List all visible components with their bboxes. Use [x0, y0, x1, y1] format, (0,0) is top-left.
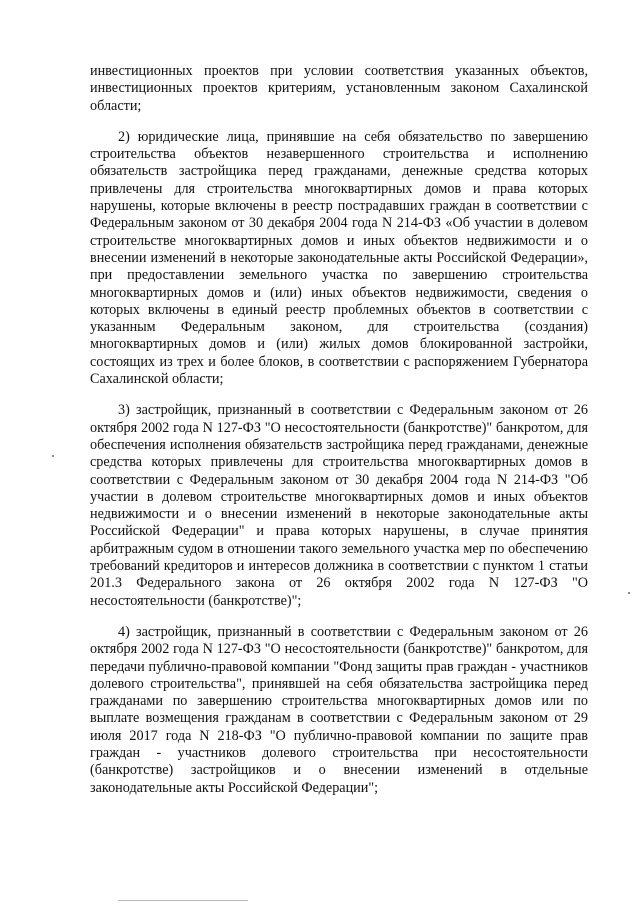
- scan-artifact-line: [118, 900, 248, 901]
- document-body: [90, 63, 588, 797]
- scan-speck: [628, 592, 630, 594]
- paragraph-item-3: 3) застройщик, признанный в соответствии с Федеральным законом от 26 октября 2002 года N 127-ФЗ "О несостоятельности (банкротстве)" банкротом, для обеспечения исполнения обязательств застройщика перед гражданами, денежные средства которых привлечены для строительства многоквартирных домов в соответствии с Федеральным законом от 30 декабря 2004 года N 214-ФЗ "Об участии в долевом строительстве многоквартирных домов и иных объектов недвижимости и о внесении изменений в некоторые законодательные акты Российской Федерации" и права которых нарушены, в случае принятия арбитражным судом в отношении такого земельного участка мер по обеспечению требований кредиторов и интересов должника в соответствии с пунктом 1 статьи 201.3 Федерального закона от 26 октября 2002 года N 127-ФЗ "О несостоятельности (банкротстве)";: [90, 402, 588, 609]
- paragraph-continuation: инвестиционных проектов при условии соответствия указанных объектов, инвестиционных проектов критериям, установленным законом Сахалинской области;: [90, 63, 588, 114]
- paragraph-item-4: 4) застройщик, признанный в соответствии с Федеральным законом от 26 октября 2002 года N 127-ФЗ "О несостоятельности (банкротстве)" банкротом, для передачи публично-правовой компании "Фонд защиты прав граждан - участников долевого строительства", принявшей на себя обязательства застройщика перед гражданами по завершению строительства многоквартирных домов или по выплате возмещения гражданам в соответствии с Федеральным законом от 29 июля 2017 года N 218-ФЗ "О публично-правовой компании по защите прав граждан - участников долевого строительства при несостоятельности (банкротстве) застройщиков и о внесении изменений в отдельные законодательные акты Российской Федерации";: [90, 623, 588, 796]
- scan-speck: [52, 455, 54, 457]
- paragraph-item-2: 2) юридические лица, принявшие на себя обязательство по завершению строительства объектов незавершенного строительства и исполнению обязательств застройщика перед гражданами, денежные средства которых привлечены для строительства многоквартирных домов и права которых нарушены, которые включены в реестр пострадавших граждан в соответствии с Федеральным законом от 30 декабря 2004 года N 214-ФЗ «Об участии в долевом строительстве многоквартирных домов и иных объектов недвижимости и о внесении изменений в некоторые законодательные акты Российской Федерации», при предоставлении земельного участка по завершению строительства многоквартирных домов и (или) иных объектов недвижимости, сведения о которых включены в единый реестр проблемных объектов в соответствии с указанным Федеральным законом, для строительства (создания) многоквартирных домов и (или) жилых домов блокированной застройки, состоящих из трех и более блоков, в соответствии с распоряжением Губернатора Сахалинской области;: [90, 128, 588, 388]
